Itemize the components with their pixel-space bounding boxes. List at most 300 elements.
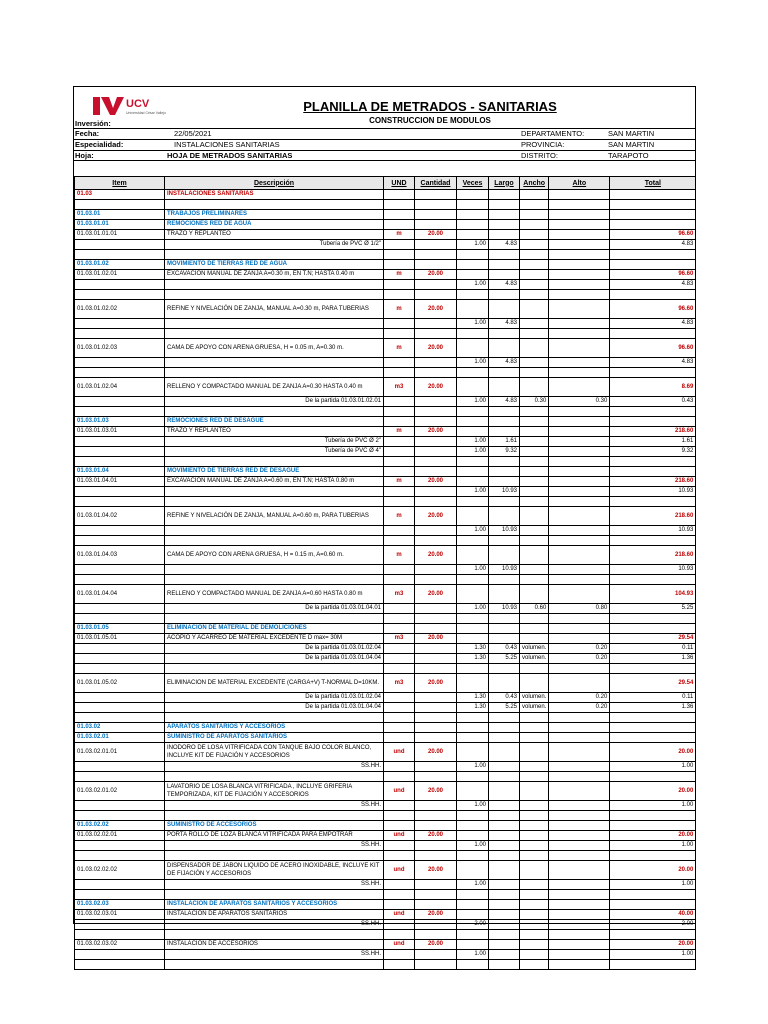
- cell-veces: [457, 713, 489, 723]
- cell-ancho: [520, 575, 549, 585]
- cell-item: [75, 368, 165, 378]
- header-divider: [73, 128, 696, 129]
- cell-item: [75, 604, 165, 614]
- cell-largo: 10.93: [489, 487, 520, 497]
- cell-desc: [165, 772, 384, 782]
- cell-veces: [457, 634, 489, 644]
- cell-desc: SS.HH.: [165, 920, 384, 930]
- cell-alto: [549, 250, 610, 260]
- provincia-value: SAN MARTIN: [608, 140, 655, 149]
- cell-cant: [415, 614, 457, 624]
- cell-total: 0.11: [610, 644, 696, 654]
- table-row: [75, 427, 696, 437]
- cell-largo: 4.83: [489, 397, 520, 407]
- cell-cant: [415, 930, 457, 940]
- cell-cant: [415, 920, 457, 930]
- cell-alto: [549, 507, 610, 526]
- fecha-value: 22/05/2021: [174, 129, 212, 138]
- cell-cant: [415, 565, 457, 575]
- cell-total: 218.60: [610, 507, 696, 526]
- cell-desc: [165, 280, 384, 290]
- cell-largo: [489, 713, 520, 723]
- cell-largo: [489, 733, 520, 743]
- cell-desc: EXCAVACIÓN MANUAL DE ZANJA A=0.60 m, EN T.N; HASTA 0.80 m: [165, 477, 384, 487]
- cell-cant: [415, 290, 457, 300]
- table-row: [75, 733, 696, 743]
- cell-ancho: [520, 427, 549, 437]
- cell-desc: [165, 890, 384, 900]
- cell-largo: [489, 270, 520, 280]
- cell-ancho: volumen.: [520, 644, 549, 654]
- cell-total: 1.00: [610, 950, 696, 960]
- cell-total: [610, 260, 696, 270]
- cell-und: [384, 417, 415, 427]
- cell-ancho: [520, 920, 549, 930]
- cell-total: 4.83: [610, 240, 696, 250]
- cell-largo: [489, 260, 520, 270]
- cell-largo: [489, 841, 520, 851]
- cell-alto: [549, 487, 610, 497]
- cell-largo: [489, 546, 520, 565]
- cell-veces: 1.00: [457, 397, 489, 407]
- cell-ancho: [520, 565, 549, 575]
- cell-und: [384, 240, 415, 250]
- cell-item: [75, 437, 165, 447]
- cell-total: [610, 821, 696, 831]
- cell-und: [384, 930, 415, 940]
- cell-veces: 1.00: [457, 526, 489, 536]
- cell-ancho: [520, 585, 549, 604]
- cell-veces: [457, 733, 489, 743]
- cell-item: [75, 280, 165, 290]
- cell-ancho: [520, 536, 549, 546]
- table-row: [75, 604, 696, 614]
- cell-largo: 4.83: [489, 280, 520, 290]
- cell-total: 1.00: [610, 801, 696, 811]
- table-row: [75, 210, 696, 220]
- cell-largo: 10.93: [489, 526, 520, 536]
- cell-cant: [415, 447, 457, 457]
- cell-desc: [165, 497, 384, 507]
- cell-desc: SS.HH.: [165, 801, 384, 811]
- cell-ancho: [520, 950, 549, 960]
- cell-total: [610, 930, 696, 940]
- cell-total: 40.00: [610, 910, 696, 920]
- cell-total: 8.69: [610, 378, 696, 397]
- cell-total: [610, 960, 696, 970]
- cell-ancho: [520, 910, 549, 920]
- cell-item: [75, 250, 165, 260]
- cell-und: [384, 260, 415, 270]
- cell-veces: [457, 546, 489, 565]
- cell-cant: [415, 664, 457, 674]
- cell-cant: 20.00: [415, 477, 457, 487]
- cell-alto: [549, 920, 610, 930]
- cell-und: [384, 654, 415, 664]
- cell-veces: [457, 200, 489, 210]
- cell-veces: [457, 723, 489, 733]
- cell-desc: INSTALACIONES SANITARIAS: [165, 190, 384, 200]
- cell-veces: [457, 782, 489, 801]
- cell-desc: CAMA DE APOYO CON ARENA GRUESA, H = 0.15 m, A=0.60 m.: [165, 546, 384, 565]
- cell-und: [384, 319, 415, 329]
- col-header-largo: Largo: [489, 177, 520, 190]
- col-header-und: UND: [384, 177, 415, 190]
- cell-veces: [457, 378, 489, 397]
- cell-alto: [549, 930, 610, 940]
- cell-ancho: [520, 467, 549, 477]
- cell-total: [610, 407, 696, 417]
- cell-veces: [457, 910, 489, 920]
- cell-total: 29.54: [610, 634, 696, 644]
- cell-item: [75, 614, 165, 624]
- cell-cant: 20.00: [415, 230, 457, 240]
- cell-desc: REMOCIONES RED DE DESAGUE: [165, 417, 384, 427]
- cell-largo: [489, 950, 520, 960]
- table-row: [75, 890, 696, 900]
- cell-veces: [457, 743, 489, 762]
- cell-ancho: [520, 260, 549, 270]
- table-row: [75, 575, 696, 585]
- table-row: [75, 190, 696, 200]
- cell-cant: [415, 703, 457, 713]
- cell-und: [384, 368, 415, 378]
- cell-desc: [165, 200, 384, 210]
- cell-cant: [415, 397, 457, 407]
- table-row: [75, 910, 696, 920]
- cell-ancho: [520, 290, 549, 300]
- cell-total: [610, 329, 696, 339]
- cell-item: [75, 851, 165, 861]
- cell-largo: [489, 457, 520, 467]
- cell-desc: De la partida 01.03.01.02.04: [165, 693, 384, 703]
- cell-ancho: [520, 339, 549, 358]
- cell-largo: [489, 624, 520, 634]
- cell-item: 01.03.02.03: [75, 900, 165, 910]
- cell-total: 20.00: [610, 831, 696, 841]
- cell-largo: [489, 851, 520, 861]
- cell-ancho: [520, 210, 549, 220]
- col-header-ancho: Ancho: [520, 177, 549, 190]
- cell-alto: [549, 851, 610, 861]
- cell-und: m: [384, 546, 415, 565]
- cell-largo: [489, 290, 520, 300]
- cell-ancho: [520, 526, 549, 536]
- fecha-label: Fecha:: [75, 129, 100, 138]
- table-row: [75, 467, 696, 477]
- cell-cant: [415, 900, 457, 910]
- cell-cant: [415, 624, 457, 634]
- cell-total: 5.25: [610, 604, 696, 614]
- cell-veces: 1.30: [457, 693, 489, 703]
- cell-veces: [457, 497, 489, 507]
- cell-veces: [457, 427, 489, 437]
- cell-und: [384, 693, 415, 703]
- cell-largo: [489, 634, 520, 644]
- cell-item: [75, 329, 165, 339]
- header-divider: [73, 150, 696, 151]
- header-divider: [73, 160, 696, 161]
- cell-alto: [549, 200, 610, 210]
- cell-desc: RELLENO Y COMPACTADO MANUAL DE ZANJA A=0.30 HASTA 0.40 m: [165, 378, 384, 397]
- table-row: [75, 614, 696, 624]
- table-row: [75, 900, 696, 910]
- cell-cant: [415, 950, 457, 960]
- cell-item: [75, 703, 165, 713]
- cell-alto: [549, 762, 610, 772]
- cell-total: [610, 200, 696, 210]
- cell-ancho: [520, 743, 549, 762]
- cell-cant: [415, 890, 457, 900]
- cell-total: 4.83: [610, 280, 696, 290]
- cell-alto: [549, 821, 610, 831]
- cell-veces: 2.00: [457, 920, 489, 930]
- cell-cant: [415, 821, 457, 831]
- cell-und: [384, 467, 415, 477]
- cell-ancho: volumen.: [520, 654, 549, 664]
- cell-und: m: [384, 270, 415, 280]
- cell-largo: [489, 477, 520, 487]
- cell-und: [384, 644, 415, 654]
- cell-cant: 20.00: [415, 782, 457, 801]
- cell-total: 218.60: [610, 477, 696, 487]
- cell-alto: [549, 831, 610, 841]
- cell-alto: [549, 743, 610, 762]
- cell-total: [610, 368, 696, 378]
- cell-ancho: [520, 772, 549, 782]
- cell-cant: [415, 280, 457, 290]
- cell-veces: 1.00: [457, 841, 489, 851]
- cell-veces: [457, 890, 489, 900]
- departamento-label: DEPARTAMENTO:: [521, 129, 585, 138]
- cell-desc: [165, 250, 384, 260]
- cell-largo: [489, 417, 520, 427]
- cell-und: m3: [384, 378, 415, 397]
- cell-veces: 1.00: [457, 604, 489, 614]
- table-row: [75, 329, 696, 339]
- cell-total: 29.54: [610, 674, 696, 693]
- cell-veces: 1.00: [457, 565, 489, 575]
- cell-cant: 20.00: [415, 940, 457, 950]
- cell-und: [384, 703, 415, 713]
- table-row: [75, 960, 696, 970]
- especialidad-label: Especialidad:: [75, 140, 124, 149]
- page-title: PLANILLA DE METRADOS - SANITARIAS: [303, 99, 557, 114]
- table-row: [75, 437, 696, 447]
- cell-desc: [165, 487, 384, 497]
- cell-und: [384, 960, 415, 970]
- cell-total: 2.00: [610, 920, 696, 930]
- table-row: [75, 654, 696, 664]
- ucv-logo: [93, 94, 173, 118]
- cell-cant: [415, 841, 457, 851]
- cell-veces: 1.30: [457, 644, 489, 654]
- cell-ancho: [520, 851, 549, 861]
- cell-ancho: volumen.: [520, 693, 549, 703]
- hoja-value: HOJA DE METRADOS SANITARIAS: [167, 151, 293, 160]
- cell-total: 4.83: [610, 358, 696, 368]
- cell-cant: [415, 644, 457, 654]
- distrito-label: DISTRITO:: [521, 151, 558, 160]
- cell-ancho: volumen.: [520, 703, 549, 713]
- table-row: [75, 270, 696, 280]
- cell-und: [384, 526, 415, 536]
- departamento-value: SAN MARTIN: [608, 129, 655, 138]
- svg-text:UCV: UCV: [126, 98, 150, 110]
- table-row: [75, 831, 696, 841]
- cell-veces: [457, 674, 489, 693]
- cell-ancho: [520, 960, 549, 970]
- cell-item: [75, 960, 165, 970]
- cell-alto: [549, 900, 610, 910]
- cell-und: [384, 487, 415, 497]
- cell-cant: [415, 851, 457, 861]
- cell-ancho: [520, 664, 549, 674]
- col-header-cantidad: Cantidad: [415, 177, 457, 190]
- cell-ancho: [520, 477, 549, 487]
- cell-alto: [549, 624, 610, 634]
- cell-cant: 20.00: [415, 546, 457, 565]
- cell-cant: [415, 762, 457, 772]
- cell-cant: 20.00: [415, 427, 457, 437]
- table-row: [75, 546, 696, 565]
- cell-total: 1.36: [610, 703, 696, 713]
- cell-veces: [457, 270, 489, 280]
- cell-veces: [457, 960, 489, 970]
- cell-und: [384, 397, 415, 407]
- cell-desc: REMOCIONES RED DE AGUA: [165, 220, 384, 230]
- cell-veces: [457, 300, 489, 319]
- table-row: [75, 861, 696, 880]
- cell-total: [610, 467, 696, 477]
- cell-item: [75, 319, 165, 329]
- cell-largo: [489, 210, 520, 220]
- cell-desc: [165, 536, 384, 546]
- cell-desc: INSTALACIÓN DE APARATOS SANITARIOS: [165, 910, 384, 920]
- cell-total: 0.11: [610, 693, 696, 703]
- cell-item: [75, 447, 165, 457]
- cell-item: 01.03.02.02.01: [75, 831, 165, 841]
- cell-und: [384, 280, 415, 290]
- cell-und: und: [384, 861, 415, 880]
- cell-desc: De la partida 01.03.01.02.04: [165, 644, 384, 654]
- cell-total: 0.43: [610, 397, 696, 407]
- cell-item: 01.03.01.05.02: [75, 674, 165, 693]
- cell-largo: 10.93: [489, 604, 520, 614]
- cell-veces: 1.00: [457, 319, 489, 329]
- cell-und: [384, 220, 415, 230]
- cell-alto: 0.20: [549, 693, 610, 703]
- cell-item: 01.03.01.01: [75, 220, 165, 230]
- col-header-alto: Alto: [549, 177, 610, 190]
- cell-alto: [549, 407, 610, 417]
- cell-alto: [549, 319, 610, 329]
- cell-largo: [489, 300, 520, 319]
- cell-desc: CAMA DE APOYO CON ARENA GRUESA, H = 0.05 m, A=0.30 m.: [165, 339, 384, 358]
- cell-desc: [165, 290, 384, 300]
- cell-largo: [489, 782, 520, 801]
- cell-und: [384, 811, 415, 821]
- table-row: [75, 762, 696, 772]
- cell-veces: 1.30: [457, 654, 489, 664]
- cell-desc: SS.HH.: [165, 950, 384, 960]
- cell-ancho: [520, 801, 549, 811]
- cell-alto: 0.20: [549, 654, 610, 664]
- cell-veces: [457, 417, 489, 427]
- cell-und: [384, 841, 415, 851]
- cell-desc: [165, 358, 384, 368]
- cell-alto: [549, 910, 610, 920]
- cell-item: [75, 841, 165, 851]
- cell-total: 218.60: [610, 546, 696, 565]
- especialidad-value: INSTALACIONES SANITARIAS: [174, 140, 280, 149]
- cell-desc: [165, 457, 384, 467]
- cell-und: [384, 713, 415, 723]
- cell-total: 20.00: [610, 743, 696, 762]
- table-row: [75, 477, 696, 487]
- cell-veces: 1.00: [457, 358, 489, 368]
- cell-item: 01.03.01.05: [75, 624, 165, 634]
- col-header-total: Total: [610, 177, 696, 190]
- table-row: [75, 319, 696, 329]
- table-row: [75, 772, 696, 782]
- table-row: [75, 536, 696, 546]
- cell-item: [75, 575, 165, 585]
- cell-largo: [489, 467, 520, 477]
- table-row: [75, 497, 696, 507]
- cell-item: [75, 407, 165, 417]
- cell-ancho: 0.60: [520, 604, 549, 614]
- cell-largo: [489, 407, 520, 417]
- cell-und: m: [384, 339, 415, 358]
- cell-largo: [489, 220, 520, 230]
- cell-largo: [489, 762, 520, 772]
- cell-desc: [165, 368, 384, 378]
- cell-veces: [457, 260, 489, 270]
- hoja-label: Hoja:: [75, 151, 94, 160]
- cell-desc: MOVIMIENTO DE TIERRAS RED DE DESAGUE: [165, 467, 384, 477]
- cell-ancho: [520, 723, 549, 733]
- cell-veces: 1.00: [457, 240, 489, 250]
- cell-cant: [415, 772, 457, 782]
- table-row: [75, 723, 696, 733]
- cell-desc: Tubería de PVC Ø 1/2": [165, 240, 384, 250]
- cell-total: [610, 614, 696, 624]
- cell-veces: [457, 507, 489, 526]
- cell-und: und: [384, 831, 415, 841]
- table-row: [75, 200, 696, 210]
- table-row: [75, 880, 696, 890]
- cell-ancho: [520, 407, 549, 417]
- cell-cant: [415, 487, 457, 497]
- cell-ancho: [520, 497, 549, 507]
- cell-und: [384, 821, 415, 831]
- table-row: [75, 841, 696, 851]
- cell-und: [384, 900, 415, 910]
- cell-ancho: [520, 624, 549, 634]
- cell-ancho: [520, 546, 549, 565]
- cell-ancho: [520, 821, 549, 831]
- cell-alto: [549, 447, 610, 457]
- cell-desc: ACOPIO Y ACARREO DE MATERIAL EXCEDENTE D max= 30M: [165, 634, 384, 644]
- cell-item: [75, 713, 165, 723]
- cell-total: 10.93: [610, 526, 696, 536]
- cell-veces: [457, 477, 489, 487]
- cell-veces: [457, 230, 489, 240]
- cell-desc: Tubería de PVC Ø 2": [165, 437, 384, 447]
- cell-item: 01.03.02.03.01: [75, 910, 165, 920]
- cell-cant: 20.00: [415, 861, 457, 880]
